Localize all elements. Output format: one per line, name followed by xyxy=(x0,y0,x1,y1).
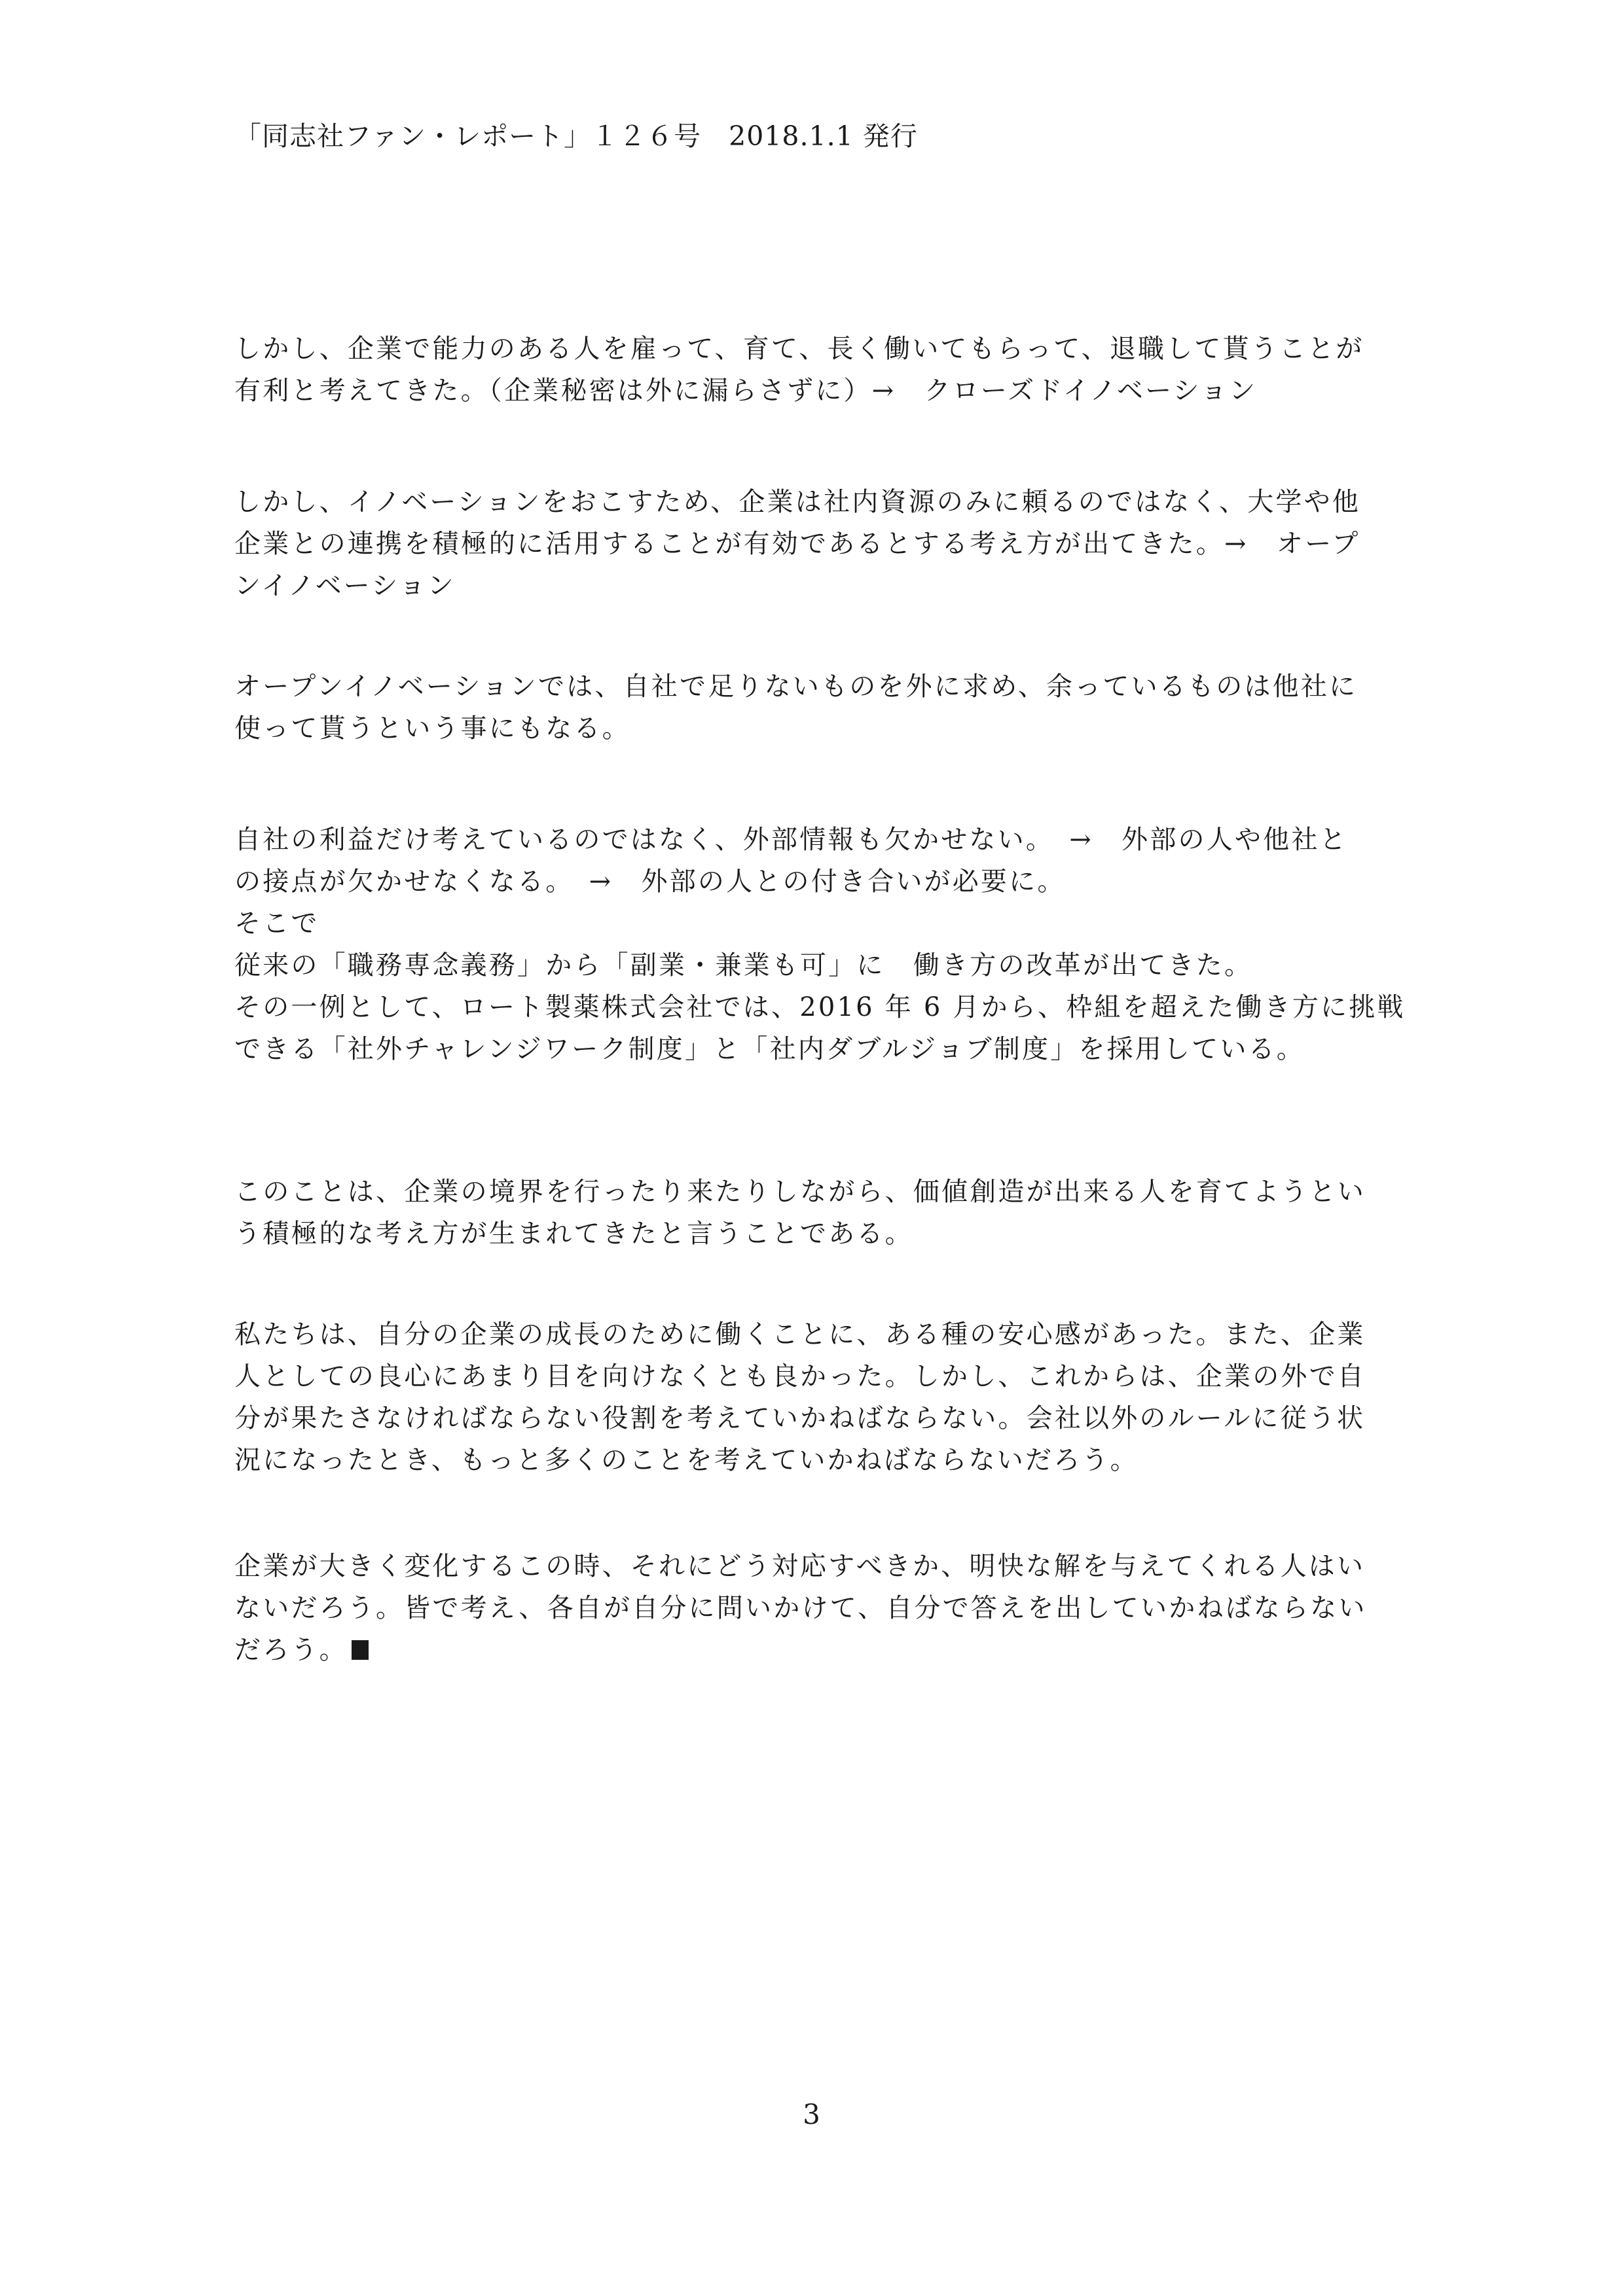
end-mark-icon xyxy=(352,1640,369,1660)
paragraph-4-line-1: 自社の利益だけ考えているのではなく、外部情報も欠かせない。 → 外部の人や他社と xyxy=(234,825,1348,855)
paragraph-6-line-2: 人としての良心にあまり目を向けなくとも良かった。しかし、これからは、企業の外で自 xyxy=(234,1361,1366,1391)
paragraph-4-line-5: その一例として、ロート製薬株式会社では、2016 年 6 月から、枠組を超えた働き方に挑戦 xyxy=(234,992,1406,1022)
paragraph-7-line-3 xyxy=(234,1632,369,1668)
paragraph-1-line-2: 有利と考えてきた。（企業秘密は外に漏らさずに）→ クローズドイノベーション xyxy=(234,376,1258,406)
paragraph-2-line-2: 企業との連携を積極的に活用することが有効であるとする考え方が出てきた。→ オープ xyxy=(234,529,1360,559)
paragraph-6-line-4: 況になったとき、もっと多くのことを考えていかねばならないだろう。 xyxy=(234,1445,1139,1475)
paragraph-5-line-2: う積極的な考え方が生まれてきたと言うことである。 xyxy=(234,1219,913,1249)
paragraph-4-line-2: の接点が欠かせなくなる。 → 外部の人との付き合いが必要に。 xyxy=(234,867,1066,897)
paragraph-2-line-3: ンイノベーション xyxy=(234,571,456,601)
paragraph-5-line-1: このことは、企業の境界を行ったり来たりしながら、価値創造が出来る人を育てようとい xyxy=(234,1177,1366,1207)
newsletter-header: 「同志社ファン・レポート」１２６号 2018.1.1 発行 xyxy=(234,120,918,152)
paragraph-4-line-6: できる「社外チャレンジワーク制度」と「社内ダブルジョブ制度」を採用している。 xyxy=(234,1034,1305,1064)
paragraph-4-line-4: 従来の「職務専念義務」から「副業・兼業も可」に 働き方の改革が出てきた。 xyxy=(234,950,1253,980)
paragraph-6-line-3: 分が果たさなければならない役割を考えていかねばならない。会社以外のルールに従う状 xyxy=(234,1403,1366,1433)
page-number: 3 xyxy=(803,2098,820,2130)
paragraph-7-line-2: ないだろう。皆で考え、各自が自分に問いかけて、自分で答えを出していかねばならない xyxy=(234,1593,1367,1623)
paragraph-7-line-1: 企業が大きく変化するこの時、それにどう対応すべきか、明快な解を与えてくれる人はい xyxy=(234,1551,1366,1581)
paragraph-7-line-3-text: だろう。 xyxy=(234,1635,348,1665)
paragraph-4-line-3: そこで xyxy=(234,908,319,939)
paragraph-3-line-2: 使って貰うという事にもなる。 xyxy=(234,713,630,744)
paragraph-1-line-1: しかし、企業で能力のある人を雇って、育て、長く働いてもらって、退職して貰うことが xyxy=(234,334,1364,364)
paragraph-2-line-1: しかし、イノベーションをおこすため、企業は社内資源のみに頼るのではなく、大学や他 xyxy=(234,487,1360,517)
paragraph-3-line-1: オープンイノベーションでは、自社で足りないものを外に求め、余っているものは他社に xyxy=(234,672,1358,702)
paragraph-6-line-1: 私たちは、自分の企業の成長のために働くことに、ある種の安心感があった。また、企業 xyxy=(234,1319,1366,1350)
